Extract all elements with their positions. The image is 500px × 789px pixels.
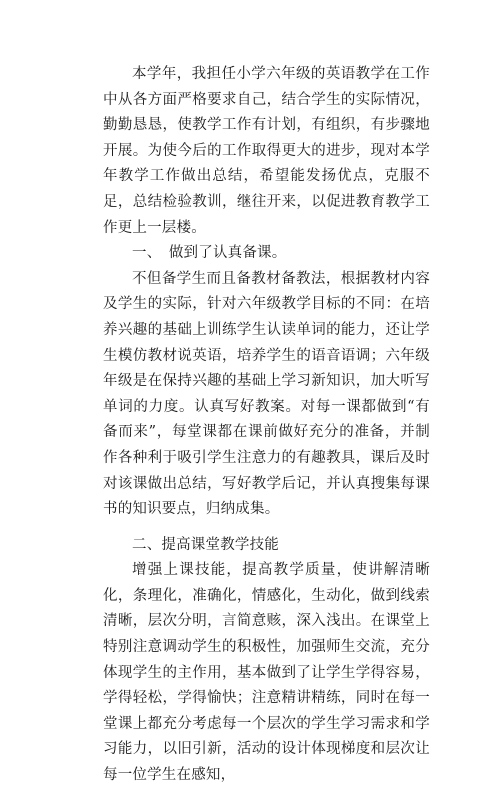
section-heading-2: 二、提高课堂教学技能 <box>132 536 279 553</box>
lesson-prep-paragraph: 不但备学生而且备教材备教法，根据教材内容及学生的实际，针对六年级教学目标的不同：在培养兴趣的基础上训练学生认读单词的能力，还让学生模仿教材说英语，培养学生的语音语调；六年级年级是在保持兴趣的基础上学习新知识，加大听写单词的力度。认真写好教案。对每一课都做到“有备而来”，每堂课都在课前做好充分的准备，并制作各种利于吸引学生注意力的有趣教具，课后及时对该课做出总结，写好教学后记，并认真搜集每课书的知识要点，归纳成集。 <box>103 270 430 518</box>
section-heading-1: 一、 做到了认真备课。 <box>132 245 287 262</box>
intro-paragraph: 本学年，我担任小学六年级的英语教学在工作中从各方面严格要求自己，结合学生的实际情况，勤勤恳恳，使教学工作有计划，有组织，有步骤地开展。为使今后的工作取得更大的进步，现对本学年教学工作做出总结，希望能发扬优点，克服不足，总结检验教训，继往开来，以促进教育教学工作更上一层楼。 <box>103 66 430 236</box>
document-body <box>103 62 430 789</box>
paragraph-gap <box>103 523 430 533</box>
classroom-skills-paragraph: 增强上课技能，提高教学质量，使讲解清晰化，条理化，准确化，情感化，生动化，做到线索清晰，层次分明，言简意赅，深入浅出。在课堂上特别注意调动学生的积极性，加强师生交流，充分体现学生的主作用，基本做到了让学生学得容易，学得轻松，学得愉快；注意精讲精练，同时在每一堂课上都充分考虑每一个层次的学生学习需求和学习能力，以旧引新，活动的设计体现梯度和层次让每一位学生在感知， <box>103 562 430 784</box>
